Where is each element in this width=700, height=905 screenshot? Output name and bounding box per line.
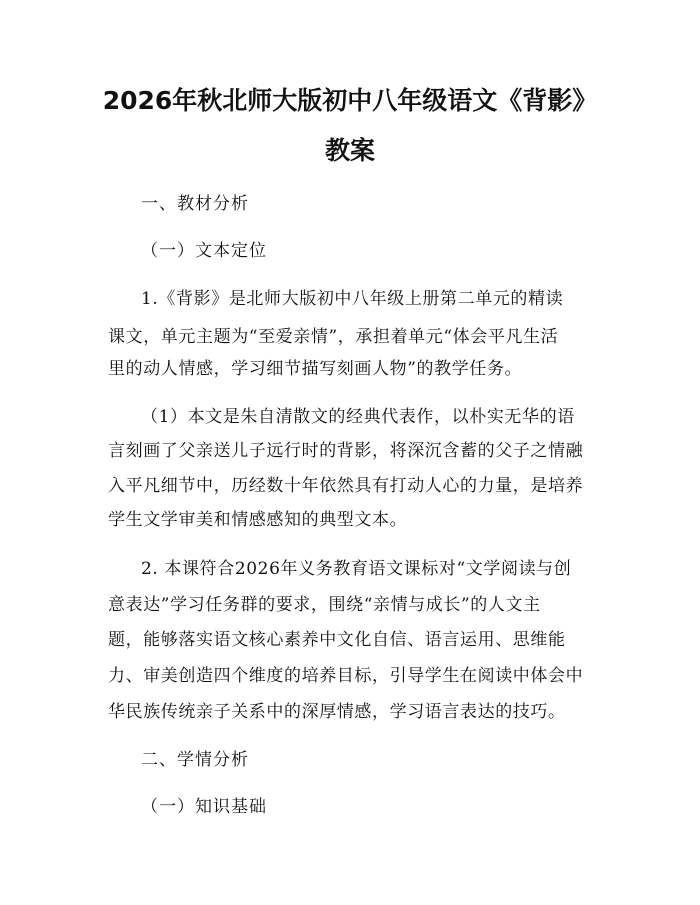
- section-heading-textbook-analysis: 一、教材分析: [141, 194, 249, 214]
- document-title-line-1: 2026年秋北师大版初中八年级语文《背影》: [102, 86, 598, 115]
- paragraph-2-line-4: 学生文学审美和情感感知的典型文本。: [108, 510, 408, 530]
- paragraph-3-line-3: 题，能够落实语文核心素养中文化自信、语言运用、思维能: [108, 630, 566, 650]
- subsection-heading-knowledge-base: （一）知识基础: [141, 797, 267, 817]
- paragraph-2-line-3: 入平凡细节中，历经数十年依然具有打动人心的力量，是培养: [108, 476, 584, 496]
- paragraph-3-line-5: 华民族传统亲子关系中的深厚情感，学习语言表达的技巧。: [108, 702, 566, 722]
- paragraph-1-line-1: 1.《背影》是北师大版初中八年级上册第二单元的精读: [141, 289, 564, 309]
- subsection-heading-text-positioning: （一）文本定位: [141, 241, 267, 261]
- paragraph-3-line-4: 力、审美创造四个维度的培养目标，引导学生在阅读中体会中: [108, 666, 584, 686]
- paragraph-3-line-2: 意表达”学习任务群的要求，围绕“亲情与成长”的人文主: [108, 595, 541, 615]
- paragraph-3-line-1: 2. 本课符合2026年义务教育语文课标对“文学阅读与创: [141, 559, 572, 579]
- paragraph-1-line-2: 课文，单元主题为“至爱亲情”，承担着单元“体会平凡生活: [108, 327, 559, 347]
- paragraph-2-line-2: 言刻画了父亲送儿子远行时的背影，将深沉含蓄的父子之情融: [108, 441, 584, 461]
- document-title-line-2: 教案: [324, 136, 375, 165]
- paragraph-1-line-3: 里的动人情感，学习细节描写刻画人物”的教学任务。: [108, 359, 523, 379]
- section-heading-learner-analysis: 二、学情分析: [141, 750, 249, 770]
- paragraph-2-line-1: （1）本文是朱自清散文的经典代表作，以朴实无华的语: [141, 407, 575, 427]
